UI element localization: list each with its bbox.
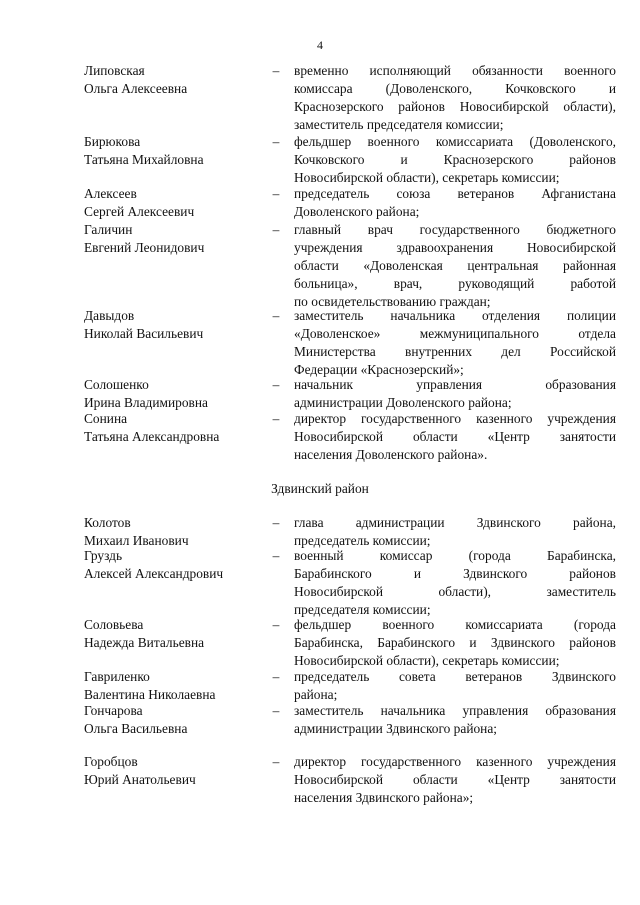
position-description [294, 185, 616, 221]
desc-line: главный врач государственного бюджетного [294, 222, 616, 237]
given-name: Михаил Иванович [84, 533, 189, 548]
surname: Галичин [84, 222, 133, 237]
dash: – [272, 308, 280, 323]
position-description [294, 616, 616, 670]
dash: – [272, 186, 280, 201]
desc-line: «Доволенское» межмуниципального отдела [294, 326, 616, 341]
desc-line: фельдшер военного комиссариата (города [294, 617, 616, 632]
surname: Соловьева [84, 617, 144, 632]
position-description [294, 221, 616, 311]
desc-line: Барабинска, Барабинского и Здвинского районов [294, 635, 616, 650]
dash: – [272, 63, 280, 78]
given-name: Татьяна Михайловна [84, 152, 204, 167]
desc-line: администрации Доволенского района; [294, 395, 512, 410]
desc-line: председатель союза ветеранов Афганистана [294, 186, 616, 201]
position-description [294, 410, 616, 464]
surname: Липовская [84, 63, 145, 78]
position-description [294, 307, 616, 379]
given-name: Надежда Витальевна [84, 635, 205, 650]
dash: – [272, 617, 280, 632]
dash: – [272, 134, 280, 149]
surname: Груздь [84, 548, 123, 563]
given-name: Ольга Алексеевна [84, 81, 188, 96]
desc-line: населения Здвинского района»; [294, 790, 474, 805]
position-description [294, 133, 616, 187]
desc-line: фельдшер военного комиссариата (Доволенского, [294, 134, 616, 149]
desc-line: Министерства внутренних дел Российской [294, 344, 616, 359]
desc-line: глава администрации Здвинского района, [294, 515, 616, 530]
given-name: Татьяна Александровна [84, 429, 220, 444]
person-name [84, 410, 264, 446]
surname: Колотов [84, 515, 131, 530]
desc-line: Краснозерского районов Новосибирской области), [294, 99, 616, 114]
person-name [84, 616, 264, 652]
desc-line: заместитель начальника отделения полиции [294, 308, 616, 323]
person-name [84, 62, 264, 98]
desc-line: Кочковского и Краснозерского районов [294, 152, 616, 167]
position-description [294, 62, 616, 134]
given-name: Сергей Алексеевич [84, 204, 195, 219]
desc-line: председателя комиссии; [294, 602, 431, 617]
surname: Гончарова [84, 703, 143, 718]
person-name [84, 702, 264, 738]
person-name [84, 185, 264, 221]
desc-line: заместитель председателя комиссии; [294, 117, 504, 132]
given-name: Ирина Владимировна [84, 395, 208, 410]
position-description [294, 668, 616, 704]
dash: – [272, 515, 280, 530]
desc-line: Новосибирской области), заместитель [294, 584, 616, 599]
surname: Давыдов [84, 308, 135, 323]
desc-line: по освидетельствованию граждан; [294, 294, 491, 309]
position-description [294, 514, 616, 550]
person-name [84, 221, 264, 257]
given-name: Юрий Анатольевич [84, 772, 196, 787]
section-title: Здвинский район [271, 481, 369, 496]
desc-line: больница», врач, руководящий работой [294, 276, 616, 291]
desc-line: района; [294, 687, 338, 702]
dash: – [272, 222, 280, 237]
dash: – [272, 377, 280, 392]
surname: Гавриленко [84, 669, 150, 684]
surname: Бирюкова [84, 134, 141, 149]
dash: – [272, 669, 280, 684]
given-name: Валентина Николаевна [84, 687, 216, 702]
person-name [84, 307, 264, 343]
desc-line: Доволенского района; [294, 204, 420, 219]
given-name: Алексей Александрович [84, 566, 224, 581]
dash: – [272, 754, 280, 769]
position-description [294, 376, 616, 412]
person-name [84, 547, 264, 583]
desc-line: Новосибирской области «Центр занятости [294, 772, 616, 787]
position-description [294, 753, 616, 807]
person-name [84, 753, 264, 789]
desc-line: военный комиссар (города Барабинска, [294, 548, 616, 563]
desc-line: заместитель начальника управления образования [294, 703, 616, 718]
desc-line: учреждения здравоохранения Новосибирской [294, 240, 616, 255]
dash: – [272, 411, 280, 426]
person-name [84, 668, 264, 704]
desc-line: администрации Здвинского района; [294, 721, 498, 736]
desc-line: Федерации «Краснозерский»; [294, 362, 464, 377]
page-number: 4 [317, 38, 323, 52]
dash: – [272, 703, 280, 718]
desc-line: директор государственного казенного учреждения [294, 411, 616, 426]
desc-line: начальник управления образования [294, 377, 616, 392]
desc-line: председатель совета ветеранов Здвинского [294, 669, 616, 684]
person-name [84, 514, 264, 550]
position-description [294, 547, 616, 619]
given-name: Евгений Леонидович [84, 240, 205, 255]
given-name: Ольга Васильевна [84, 721, 188, 736]
desc-line: председатель комиссии; [294, 533, 431, 548]
surname: Сонина [84, 411, 128, 426]
surname: Алексеев [84, 186, 137, 201]
dash: – [272, 548, 280, 563]
desc-line: временно исполняющий обязанности военного [294, 63, 616, 78]
desc-line: Новосибирской области), секретарь комиссии; [294, 170, 560, 185]
desc-line: Новосибирской области), секретарь комиссии; [294, 653, 560, 668]
desc-line: населения Доволенского района». [294, 447, 488, 462]
desc-line: комиссара (Доволенского, Кочковского и [294, 81, 616, 96]
person-name [84, 133, 264, 169]
desc-line: Новосибирской области «Центр занятости [294, 429, 616, 444]
desc-line: области «Доволенская центральная районная [294, 258, 616, 273]
person-name [84, 376, 264, 412]
surname: Горобцов [84, 754, 138, 769]
desc-line: Барабинского и Здвинского районов [294, 566, 616, 581]
position-description [294, 702, 616, 738]
given-name: Николай Васильевич [84, 326, 204, 341]
surname: Солошенко [84, 377, 149, 392]
desc-line: директор государственного казенного учреждения [294, 754, 616, 769]
